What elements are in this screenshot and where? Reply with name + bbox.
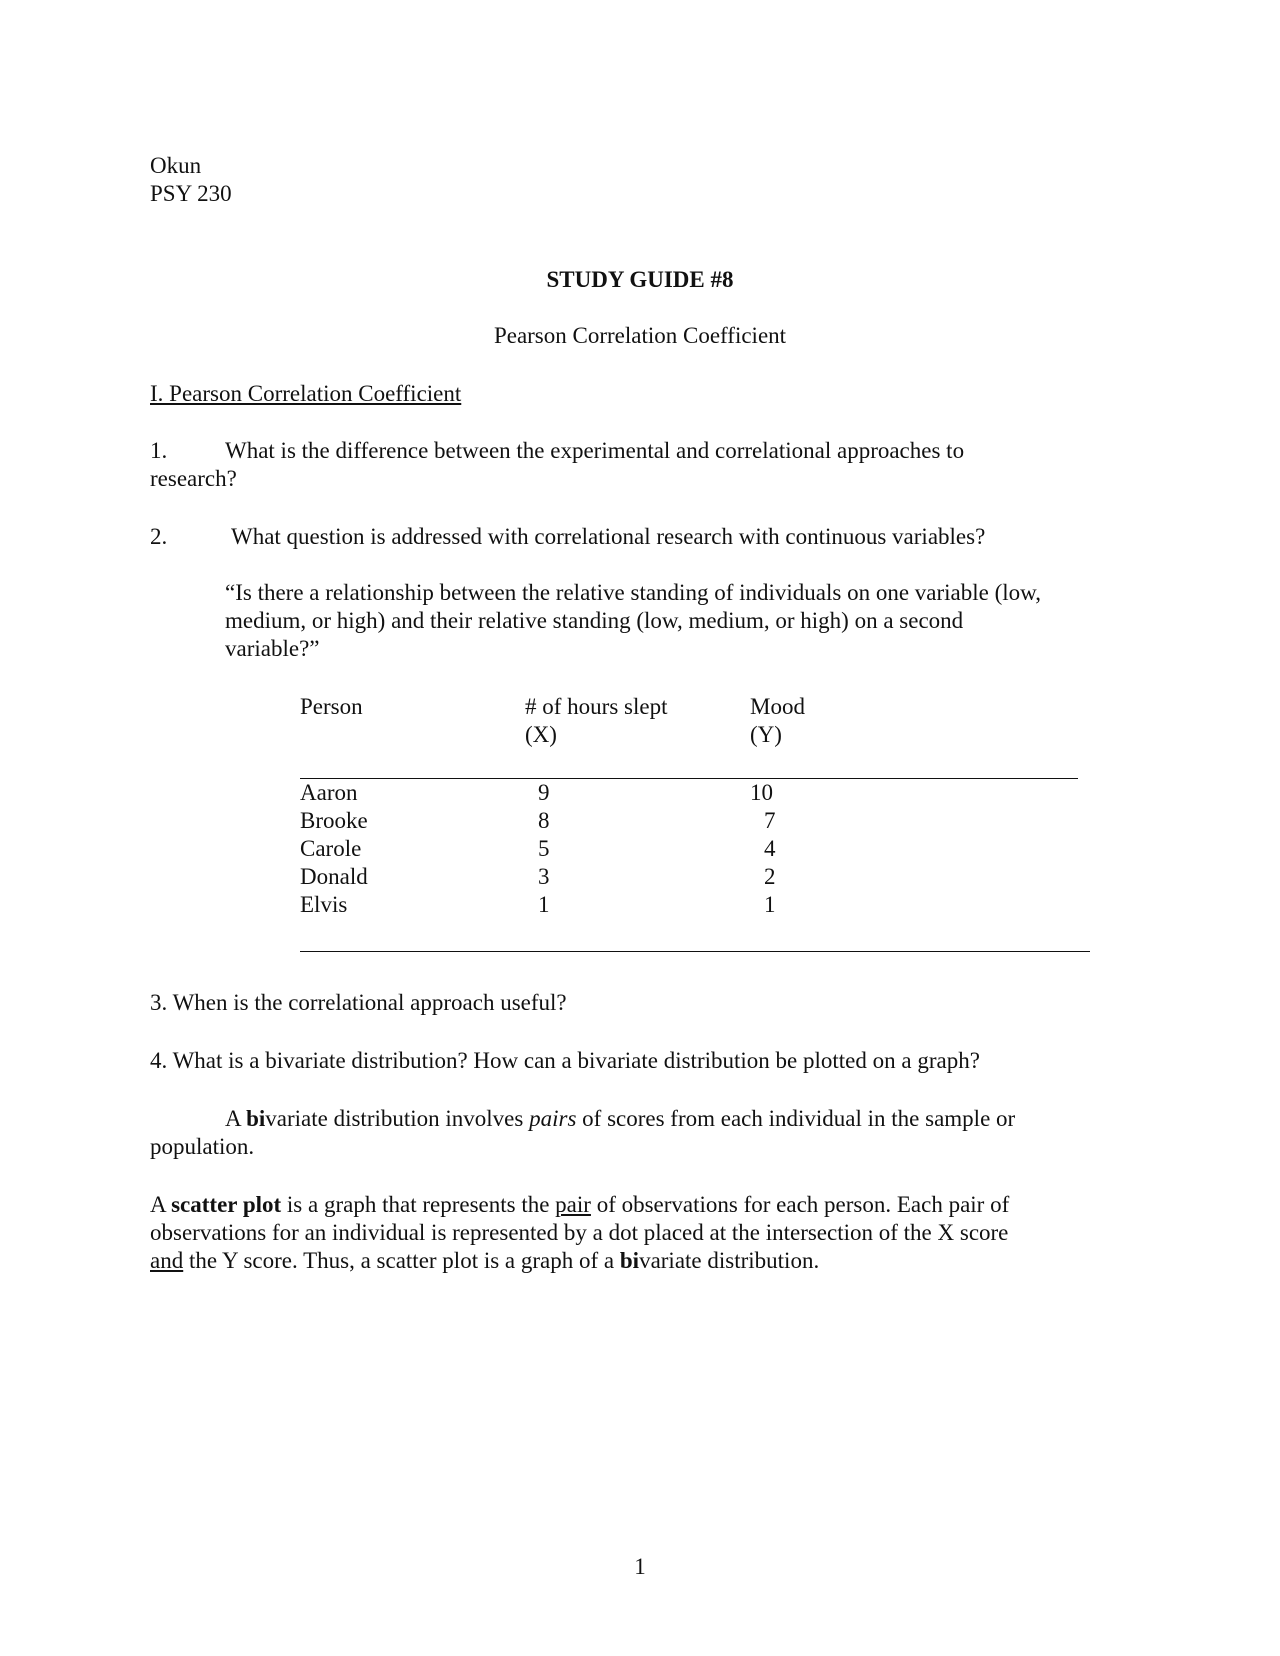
table-cell-x: 8 — [538, 808, 550, 833]
table-header-person: Person — [300, 694, 363, 719]
scatter-text: of observations for each person. Each pair of — [590, 1192, 1010, 1217]
table-cell-x: 1 — [538, 892, 550, 917]
table-cell-y: 2 — [764, 864, 776, 889]
table-header-mood: Mood — [750, 694, 805, 719]
scatter-text: the Y score. Thus, a scatter plot is a graph of a — [183, 1248, 620, 1273]
question-4: 4. What is a bivariate distribution? How can a bivariate distribution be plotted on a graph? — [150, 1048, 980, 1073]
table-cell-y: 1 — [764, 892, 776, 917]
scatter-text: is a graph that represents the — [281, 1192, 556, 1217]
table-cell-y: 7 — [764, 808, 776, 833]
question-3: 3. When is the correlational approach useful? — [150, 990, 567, 1015]
page-title: STUDY GUIDE #8 — [546, 267, 734, 292]
course-code: PSY 230 — [150, 181, 232, 206]
table-cell-person: Aaron — [300, 780, 358, 805]
table-cell-person: Brooke — [300, 808, 368, 833]
bivariate-text: of scores from each individual in the sample or — [576, 1106, 1016, 1131]
bivariate-bold-prefix: bi — [246, 1106, 266, 1131]
table-cell-person: Carole — [300, 836, 362, 861]
table-bottom-rule — [300, 951, 1090, 952]
table-cell-x: 9 — [538, 780, 550, 805]
quote-line-2: medium, or high) and their relative standing (low, medium, or high) on a second — [225, 608, 964, 633]
question-1-number: 1. — [150, 438, 168, 463]
scatter-paragraph-line-3 — [150, 1247, 819, 1275]
scatter-paragraph-line-2: observations for an individual is represented by a dot placed at the intersection of the X score — [150, 1220, 1009, 1245]
table-header-hours-sub: (X) — [525, 722, 557, 747]
bivariate-paragraph — [150, 1105, 1015, 1133]
table-top-rule — [300, 778, 1078, 779]
scatter-paragraph — [150, 1191, 1009, 1219]
table-cell-x: 3 — [538, 864, 550, 889]
quote-line-3: variable?” — [225, 636, 320, 661]
quote-line-1: “Is there a relationship between the relative standing of individuals on one variable (low, — [225, 580, 1042, 605]
question-1-text: What is the difference between the experimental and correlational approaches to — [225, 438, 965, 463]
table-cell-person: Donald — [300, 864, 368, 889]
question-1 — [150, 437, 964, 465]
scatter-underlined-and: and — [150, 1248, 184, 1273]
question-2-number: 2. — [150, 524, 168, 549]
bivariate-text: variate distribution involves — [265, 1106, 530, 1131]
scatter-text: variate distribution. — [639, 1248, 820, 1273]
table-cell-person: Elvis — [300, 892, 348, 917]
page-number: 1 — [634, 1554, 646, 1579]
table-cell-y: 10 — [750, 780, 773, 805]
question-1-continuation: research? — [150, 466, 237, 491]
bivariate-text: A — [225, 1106, 247, 1131]
page-subtitle: Pearson Correlation Coefficient — [493, 323, 787, 348]
bivariate-paragraph-line-2: population. — [150, 1134, 255, 1159]
scatter-text: A — [150, 1192, 172, 1217]
bivariate-italic-pairs: pairs — [529, 1106, 577, 1131]
table-header-hours: # of hours slept — [525, 694, 668, 719]
scatter-underlined-pair: pair — [555, 1192, 591, 1217]
table-cell-y: 4 — [764, 836, 776, 861]
table-cell-x: 5 — [538, 836, 550, 861]
question-2-text: What question is addressed with correlational research with continuous variables? — [231, 524, 986, 549]
section-heading: I. Pearson Correlation Coefficient — [150, 381, 462, 406]
table-header-mood-sub: (Y) — [750, 722, 782, 747]
author-name: Okun — [150, 153, 202, 178]
question-2 — [150, 523, 985, 551]
scatter-bold-prefix: bi — [619, 1248, 640, 1273]
scatter-bold-term: scatter plot — [171, 1192, 282, 1217]
